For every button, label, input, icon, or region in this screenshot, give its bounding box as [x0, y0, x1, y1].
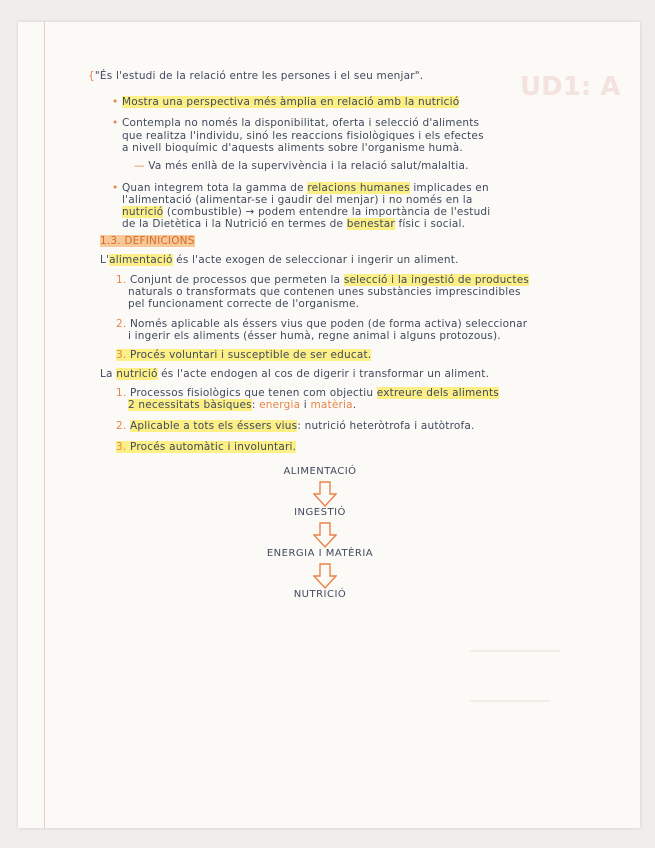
intro-quote: {"És l'estudi de la relació entre les persones i el seu menjar".: [88, 70, 424, 82]
margin-line: [44, 22, 45, 828]
bullet-icon: •: [112, 182, 119, 194]
bleed-through-mark: [470, 700, 550, 702]
flow-arrow-down-icon: [313, 481, 337, 507]
bleed-through: UD1: A: [520, 72, 621, 102]
bleed-through-mark: [470, 650, 560, 652]
nutricio-point-3: 3. Procés automàtic i involuntari.: [116, 441, 297, 453]
bullet-2-line2: que realitza l'individu, sinó les reaccions fisiològiques i els efectes: [122, 130, 484, 142]
flow-nutricio: NUTRICIÓ: [293, 589, 347, 600]
flow-arrow-down-icon: [313, 522, 337, 548]
quote-mark-icon: {: [88, 70, 95, 82]
section-title: 1.3. DEFINICIONS: [100, 235, 195, 247]
bullet-3-line2: l'alimentació (alimentar-se i gaudir del menjar) i no només en la: [122, 194, 473, 206]
bullet-1: • Mostra una perspectiva més àmplia en relació amb la nutrició: [112, 96, 460, 108]
alimentacio-definition: L'alimentació és l'acte exogen de seleccionar i ingerir un aliment.: [100, 254, 459, 266]
alimentacio-point-2: 2. Només aplicable als éssers vius que poden (de forma activa) seleccionar: [116, 318, 528, 330]
bullet-3: • Quan integrem tota la gamma de relacions humanes implicades en: [112, 182, 489, 194]
bullet-2-line3: a nivell bioquímic d'aquests aliments sobre l'organisme humà.: [122, 142, 463, 154]
bullet-3-line3: nutrició (combustible) → podem entendre la importància de l'estudi: [122, 206, 491, 218]
dash-icon: —: [134, 160, 145, 172]
nutricio-point-1-line2: 2 necessitats bàsiques: energia i matèria.: [128, 399, 357, 411]
flow-arrow-down-icon: [313, 563, 337, 589]
bullet-icon: •: [112, 117, 119, 129]
bullet-icon: •: [112, 96, 119, 108]
alimentacio-point-1-line2: naturals o transformats que contenen unes substàncies imprescindibles: [128, 286, 521, 298]
flow-ingestio: INGESTIÓ: [294, 507, 346, 518]
flow-energia-materia: ENERGIA I MATÈRIA: [266, 548, 374, 559]
bullet-2: • Contempla no només la disponibilitat, oferta i selecció d'aliments: [112, 117, 480, 129]
alimentacio-point-3: 3. Procés voluntari i susceptible de ser educat.: [116, 349, 372, 361]
nutricio-point-1: 1. Processos fisiològics que tenen com objectiu extreure dels aliments: [116, 387, 499, 399]
nutricio-definition: La nutrició és l'acte endogen al cos de digerir i transformar un aliment.: [100, 368, 490, 380]
alimentacio-point-1: 1. Conjunt de processos que permeten la selecció i la ingestió de productes: [116, 274, 530, 286]
nutricio-point-2: 2. Aplicable a tots els éssers vius: nutrició heteròtrofa i autòtrofa.: [116, 420, 475, 432]
flow-alimentacio: ALIMENTACIÓ: [283, 466, 357, 477]
dash-note: — Va més enllà de la supervivència i la relació salut/malaltia.: [134, 160, 469, 172]
alimentacio-point-2-line2: i ingerir els aliments (ésser humà, regne animal i alguns protozous).: [128, 330, 501, 342]
bullet-3-line4: de la Dietètica i la Nutrició en termes de benestar físic i social.: [122, 218, 466, 230]
alimentacio-point-1-line3: pel funcionament correcte de l'organisme.: [128, 298, 360, 310]
